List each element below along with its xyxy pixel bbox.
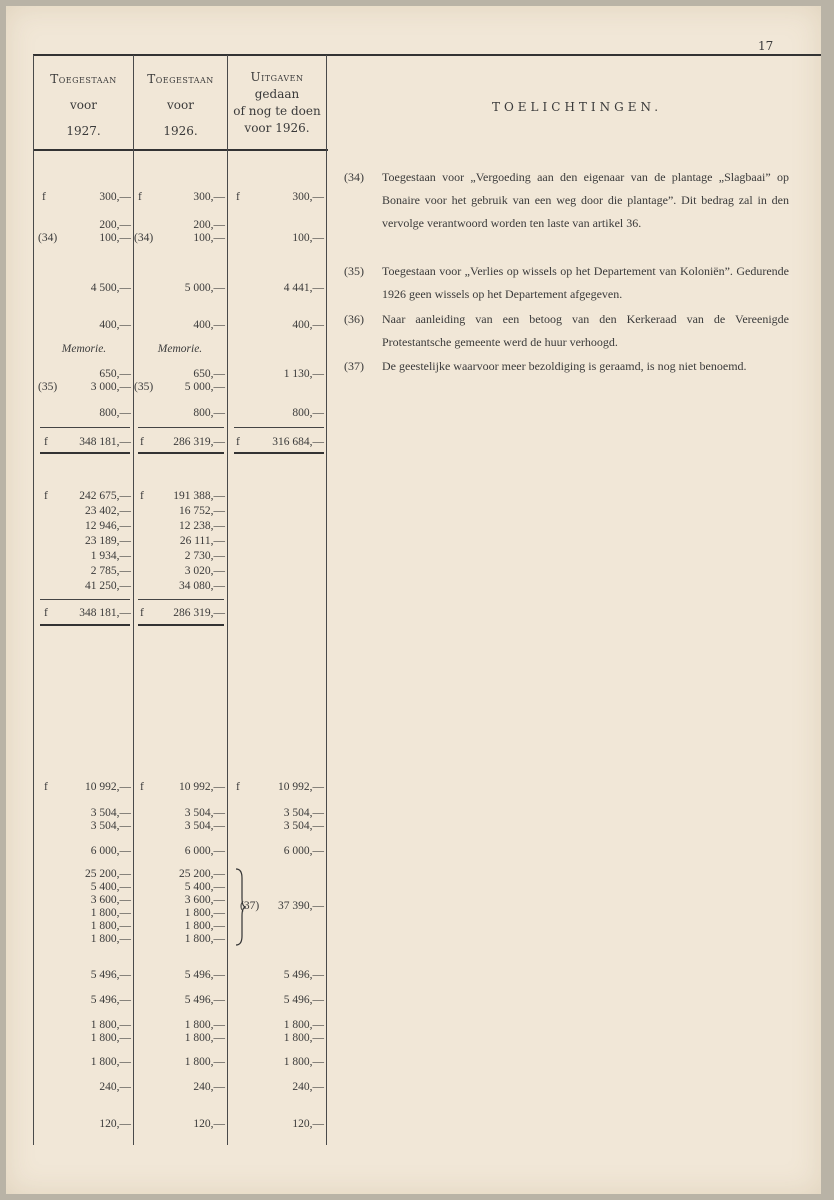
amount-cell: 5 400,—: [90, 881, 131, 893]
amount-cell: 300,—: [99, 191, 131, 203]
note-text: Naar aanleiding van een betoog van den Kerkeraad van de Vereenigde Protestantsche gemeente werd de huur verhoogd.: [382, 312, 789, 349]
header-col2-line2: voor: [167, 98, 194, 112]
amount-cell: 1 800,—: [184, 1032, 225, 1044]
note-number: (37): [344, 359, 364, 373]
amount-cell: 6 000,—: [90, 845, 131, 857]
currency-mark: f: [140, 781, 144, 793]
amount-cell: 240,—: [99, 1081, 131, 1093]
total-amount: 348 181,—: [79, 436, 131, 448]
amount-cell: 200,—: [193, 219, 225, 231]
header-col1-title: Toegestaan: [50, 72, 117, 86]
amount-cell: 5 000,—: [184, 381, 225, 393]
amount-cell: 2 785,—: [90, 565, 131, 577]
total-rule: [40, 452, 130, 454]
memorie-note: Memorie.: [157, 343, 203, 355]
amount-cell: 1 800,—: [90, 920, 131, 932]
amount-cell: 1 800,—: [90, 1019, 131, 1031]
amount-cell: 3 504,—: [90, 820, 131, 832]
total-amount: 286 319,—: [173, 436, 225, 448]
header-toelichtingen: TOELICHTINGEN.: [491, 100, 663, 114]
amount-cell: 25 200,—: [85, 868, 131, 880]
header-col1-line2: voor: [70, 98, 97, 112]
amount-cell: 200,—: [99, 219, 131, 231]
amount-cell: 800,—: [193, 407, 225, 419]
amount-cell: 800,—: [292, 407, 324, 419]
total-amount: 348 181,—: [79, 607, 131, 619]
amount-cell: 120,—: [99, 1118, 131, 1130]
currency-mark: f: [42, 191, 46, 203]
amount-cell: 400,—: [292, 319, 324, 331]
amount-cell: 12 946,—: [85, 520, 131, 532]
currency-mark: f: [140, 490, 144, 502]
amount-cell: 650,—: [193, 368, 225, 380]
amount-cell: 23 402,—: [85, 505, 131, 517]
amount-cell: 1 800,—: [90, 933, 131, 945]
amount-cell: 4 500,—: [90, 282, 131, 294]
amount-cell: 1 800,—: [283, 1056, 324, 1068]
amount-cell: 300,—: [193, 191, 225, 203]
amount-cell: 1 130,—: [283, 368, 324, 380]
amount-cell: 5 496,—: [184, 969, 225, 981]
amount-cell: 240,—: [292, 1081, 324, 1093]
amount-cell: 1 800,—: [184, 1019, 225, 1031]
amount-cell: 26 111,—: [179, 535, 225, 547]
amount-cell: 3 504,—: [184, 820, 225, 832]
currency-mark: f: [140, 607, 144, 619]
header-col3-line4: voor 1926.: [244, 121, 310, 135]
amount-cell: 300,—: [292, 191, 324, 203]
currency-mark: f: [44, 781, 48, 793]
amount-cell: 12 238,—: [179, 520, 225, 532]
top-rule: [33, 54, 821, 56]
amount-cell: 100,—: [99, 232, 131, 244]
amount-cell: 5 496,—: [90, 969, 131, 981]
subtotal-rule: [40, 599, 130, 600]
currency-mark: f: [236, 781, 240, 793]
header-col2-title: Toegestaan: [147, 72, 214, 86]
amount-cell: 400,—: [193, 319, 225, 331]
currency-mark: f: [236, 436, 240, 448]
total-amount: 286 319,—: [173, 607, 225, 619]
header-col3: [228, 69, 326, 137]
col2-col3-rule: [227, 55, 228, 1145]
amount-cell: 1 800,—: [283, 1032, 324, 1044]
ref-marker: (34): [134, 232, 154, 244]
ref-marker: (34): [38, 232, 58, 244]
amount-cell: 5 496,—: [90, 994, 131, 1006]
note-text: Toegestaan voor „Vergoeding aan den eigenaar van de plantage „Slagbaai” op Bonaire voor het gebruik van een weg door die plantage”. Dit bedrag zal in den vervolge verantwoord worden ten laste van artikel 36.: [382, 170, 789, 230]
amount-cell: 1 800,—: [90, 907, 131, 919]
note-35: [344, 260, 789, 306]
amount-cell: 3 504,—: [184, 807, 225, 819]
amount-cell: 1 800,—: [184, 920, 225, 932]
curly-brace: [234, 868, 246, 946]
note-text: De geestelijke waarvoor meer bezoldiging is geraamd, is nog niet benoemd.: [382, 359, 747, 373]
amount-cell: 6 000,—: [283, 845, 324, 857]
amount-cell: 242 675,—: [79, 490, 131, 502]
amount-cell: 25 200,—: [179, 868, 225, 880]
currency-mark: f: [140, 436, 144, 448]
memorie-note: Memorie.: [61, 343, 107, 355]
amount-cell: 5 000,—: [184, 282, 225, 294]
page-number: 17: [758, 39, 774, 53]
currency-mark: f: [44, 490, 48, 502]
note-text: Toegestaan voor „Verlies op wissels op het Departement van Koloniën”. Gedurende 1926 geen wissels op het Departement afgegeven.: [382, 264, 789, 301]
amount-cell: 1 800,—: [90, 1032, 131, 1044]
amount-cell: 10 992,—: [179, 781, 225, 793]
amount-cell: 3 020,—: [184, 565, 225, 577]
total-rule: [138, 452, 224, 454]
header-col1-line3: 1927.: [66, 124, 101, 138]
amount-cell: 400,—: [99, 319, 131, 331]
amount-cell: 23 189,—: [85, 535, 131, 547]
amount-cell: 6 000,—: [184, 845, 225, 857]
note-37: [344, 355, 789, 378]
ref-marker: (35): [38, 381, 58, 393]
amount-cell: 41 250,—: [85, 580, 131, 592]
amount-cell: 5 496,—: [184, 994, 225, 1006]
amount-cell: 3 504,—: [90, 807, 131, 819]
amount-cell: 1 800,—: [90, 1056, 131, 1068]
amount-cell: 240,—: [193, 1081, 225, 1093]
amount-cell: 3 600,—: [90, 894, 131, 906]
note-36: [344, 308, 789, 354]
amount-cell: 5 496,—: [283, 994, 324, 1006]
subtotal-rule: [138, 599, 224, 600]
amount-cell: 650,—: [99, 368, 131, 380]
amount-cell: 10 992,—: [85, 781, 131, 793]
amount-cell: 800,—: [99, 407, 131, 419]
amount-cell: 5 400,—: [184, 881, 225, 893]
note-number: (35): [344, 264, 364, 278]
amount-cell: 3 600,—: [184, 894, 225, 906]
total-amount: 316 684,—: [272, 436, 324, 448]
amount-cell: 120,—: [292, 1118, 324, 1130]
amount-cell: 10 992,—: [278, 781, 324, 793]
amount-cell: 100,—: [193, 232, 225, 244]
note-number: (36): [344, 312, 364, 326]
header-col1: [34, 66, 133, 144]
document-page: [6, 6, 821, 1194]
header-col2: [134, 66, 227, 144]
amount-cell: 3 504,—: [283, 807, 324, 819]
amount-cell: 16 752,—: [179, 505, 225, 517]
amount-cell: 120,—: [193, 1118, 225, 1130]
amount-cell: 1 800,—: [184, 1056, 225, 1068]
header-bottom-rule: [33, 149, 328, 151]
header-col3-line2: gedaan: [254, 87, 300, 101]
amount-cell: 1 800,—: [184, 933, 225, 945]
subtotal-rule: [40, 427, 130, 428]
amount-cell: 1 800,—: [184, 907, 225, 919]
ref-marker: (37): [240, 900, 260, 912]
header-col2-line3: 1926.: [163, 124, 198, 138]
amount-cell: 100,—: [292, 232, 324, 244]
amount-cell: 3 504,—: [283, 820, 324, 832]
subtotal-rule: [234, 427, 324, 428]
total-rule: [234, 452, 324, 454]
amount-cell: 191 388,—: [173, 490, 225, 502]
ref-marker: (35): [134, 381, 154, 393]
header-col3-line3: of nog te doen: [233, 104, 321, 118]
col3-col4-rule: [326, 55, 327, 1145]
header-col3-title: Uitgaven: [250, 70, 304, 84]
amount-cell: 4 441,—: [283, 282, 324, 294]
amount-cell: 34 080,—: [179, 580, 225, 592]
currency-mark: f: [44, 436, 48, 448]
amount-cell: 2 730,—: [184, 550, 225, 562]
amount-cell: 5 496,—: [283, 969, 324, 981]
amount-cell: 37 390,—: [278, 900, 324, 912]
amount-cell: 3 000,—: [90, 381, 131, 393]
amount-cell: 1 934,—: [90, 550, 131, 562]
currency-mark: f: [44, 607, 48, 619]
currency-mark: f: [138, 191, 142, 203]
currency-mark: f: [236, 191, 240, 203]
note-number: (34): [344, 170, 364, 184]
amount-cell: 1 800,—: [283, 1019, 324, 1031]
subtotal-rule: [138, 427, 224, 428]
total-rule: [40, 624, 130, 626]
total-rule: [138, 624, 224, 626]
note-34: [344, 166, 789, 235]
